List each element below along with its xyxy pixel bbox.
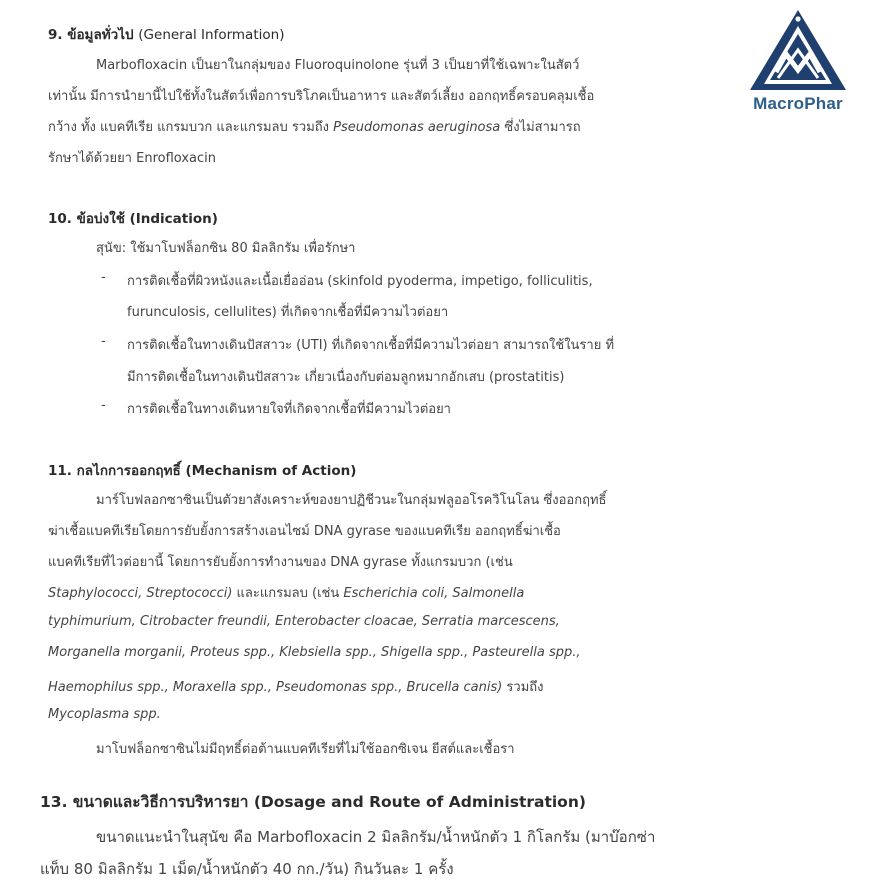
section-13-title-th: 13. ขนาดและวิธีการบริหารยา	[40, 793, 249, 811]
s13-line-1: ขนาดแนะนำในสุนัข คือ Marbofloxacin 2 มิลลิกรัม/น้ำหนักตัว 1 กิโลกรัม (มาบ๊อกซ่า	[96, 828, 656, 846]
section-10-title-en: (Indication)	[129, 211, 218, 227]
s11-line-4b: และแกรมลบ (เช่น	[232, 586, 344, 601]
s11-line-4a: Staphylococci, Streptococci)	[48, 586, 233, 601]
s10-item-3: การติดเชื้อในทางเดินหายใจที่เกิดจากเชื้อที่มีความไวต่อยา	[127, 402, 451, 417]
s9-line-3a: กว้าง ทั้ง แบคทีเรีย แกรมบวก และแกรมลบ รวมถึง	[48, 120, 334, 135]
s10-item-1b: furunculosis, cellulites) ที่เกิดจากเชื้อที่มีความไวต่อยา	[127, 305, 449, 320]
section-13-title	[40, 789, 586, 814]
logo-text: MacroPhar	[753, 94, 843, 113]
section-9-title-en: (General Information)	[138, 27, 285, 43]
s9-line-3	[48, 116, 581, 137]
section-9-title-th: 9. ข้อมูลทั่วไป	[48, 27, 134, 43]
s11-line-7	[48, 676, 544, 697]
s9-line-3c: ซึ่งไม่สามารถ	[500, 120, 581, 135]
s11-line-7a: Haemophilus spp., Moraxella spp., Pseudomonas spp., Brucella canis)	[48, 680, 503, 695]
s9-line-1: Marbofloxacin เป็นยาในกลุ่มของ Fluoroquinolone รุ่นที่ 3 เป็นยาที่ใช้เฉพาะในสัตว์	[96, 58, 580, 73]
macrophar-logo-icon	[746, 6, 850, 94]
s9-line-4: รักษาได้ด้วยยา Enrofloxacin	[48, 151, 216, 166]
s11-line-4	[48, 582, 524, 603]
section-10-title-th: 10. ข้อบ่งใช้	[48, 211, 125, 227]
bullet-dash: -	[101, 334, 106, 349]
s10-intro: สุนัข: ใช้มาโบฟล็อกซิน 80 มิลลิกรัม เพื่อรักษา	[96, 241, 356, 256]
s11-line-8: Mycoplasma spp.	[48, 707, 161, 722]
section-13-title-en: (Dosage and Route of Administration)	[253, 793, 586, 811]
section-9-title	[48, 23, 284, 45]
s11-line-9: มาโบฟล็อกซาซินไม่มีฤทธิ์ต่อต้านแบคทีเรียที่ไม่ใช้ออกซิเจน ยีสต์และเชื้อรา	[96, 742, 515, 757]
s9-pseudomonas: Pseudomonas aeruginosa	[333, 120, 501, 135]
s10-item-2a: การติดเชื้อในทางเดินปัสสาวะ (UTI) ที่เกิดจากเชื้อที่มีความไวต่อยา สามารถใช้ในราย ที่	[127, 338, 615, 353]
s11-line-6: Morganella morganii, Proteus spp., Klebsiella spp., Shigella spp., Pasteurella spp.,	[48, 645, 581, 660]
s9-line-2: เท่านั้น มีการนำยานี้ไปใช้ทั้งในสัตว์เพื่อการบริโภคเป็นอาหาร และสัตว์เลี้ยง ออกฤทธิ์ครอบคลุมเชื้อ	[48, 89, 595, 104]
section-11-title	[48, 459, 356, 481]
s11-line-7b: รวมถึง	[502, 680, 544, 695]
s11-line-3: แบคทีเรียที่ไวต่อยานี้ โดยการยับยั้งการทำงานของ DNA gyrase ทั้งแกรมบวก (เช่น	[48, 555, 513, 570]
section-11-title-th: 11. กลไกการออกฤทธิ์	[48, 463, 181, 479]
bullet-dash: -	[101, 270, 106, 285]
s10-item-1a: การติดเชื้อที่ผิวหนังและเนื้อเยื่ออ่อน (skinfold pyoderma, impetigo, folliculitis,	[127, 274, 593, 289]
bullet-dash: -	[101, 398, 106, 413]
section-11-title-en: (Mechanism of Action)	[185, 463, 357, 479]
s11-line-5: typhimurium, Citrobacter freundii, Enterobacter cloacae, Serratia marcescens,	[48, 614, 560, 629]
s13-line-2: แท็บ 80 มิลลิกรัม 1 เม็ด/น้ำหนักตัว 40 กก./วัน) กินวันละ 1 ครั้ง	[40, 860, 454, 878]
s11-line-2: ฆ่าเชื้อแบคทีเรียโดยการยับยั้งการสร้างเอนไซม์ DNA gyrase ของแบคทีเรีย ออกฤทธิ์ฆ่าเชื้อ	[48, 524, 561, 539]
section-10-title	[48, 207, 218, 229]
s11-line-1: มาร์โบฟลอกซาซินเป็นตัวยาสังเคราะห์ของยาปฏิชีวนะในกลุ่มฟลูออโรควิโนโลน ซึ่งออกฤทธิ์	[96, 493, 607, 508]
s10-item-2b: มีการติดเชื้อในทางเดินปัสสาวะ เกี่ยวเนื่องกับต่อมลูกหมากอักเสบ (prostatitis)	[127, 370, 565, 385]
s11-line-4c: Escherichia coli, Salmonella	[343, 586, 525, 601]
macrophar-logo	[728, 6, 868, 116]
